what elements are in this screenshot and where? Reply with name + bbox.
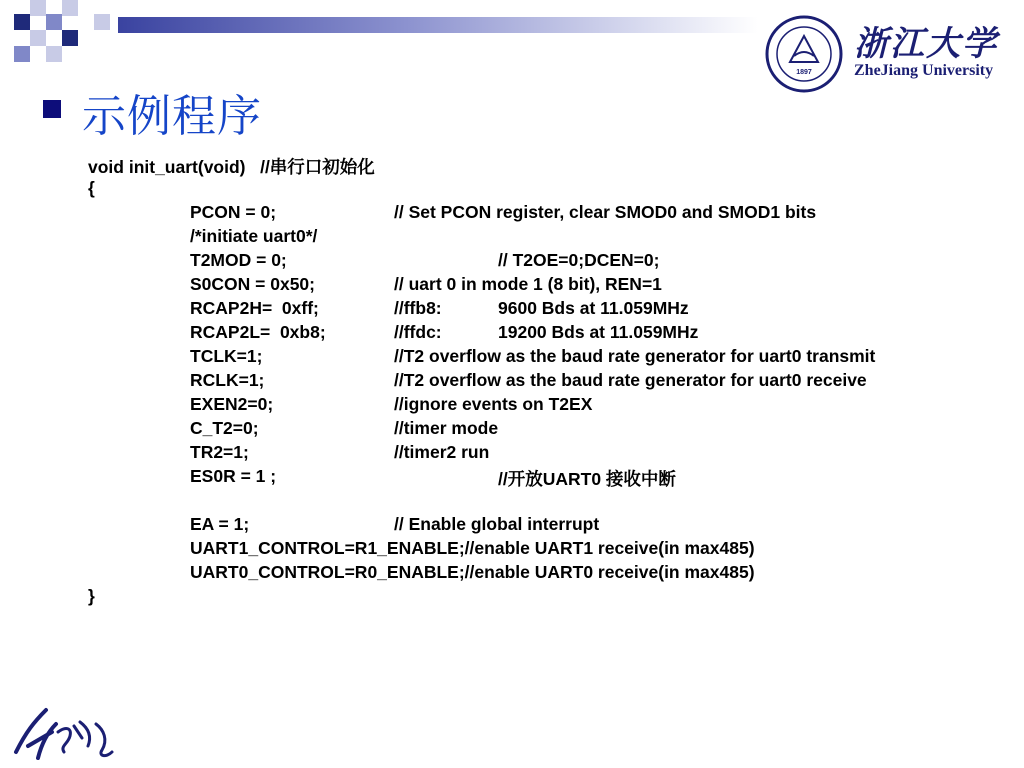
code-statement: RCLK=1; xyxy=(190,370,265,390)
code-statement: RCAP2L= 0xb8; xyxy=(190,322,326,342)
code-statement: C_T2=0; xyxy=(190,418,259,438)
code-comment: //ffb8: xyxy=(394,298,442,318)
code-line xyxy=(0,442,1024,466)
code-statement: UART1_CONTROL=R1_ENABLE;//enable UART1 receive(in max485) xyxy=(190,538,755,558)
university-name-en: ZheJiang University xyxy=(854,62,994,79)
university-name-cn: 浙江大学 xyxy=(854,24,998,64)
code-close-brace: } xyxy=(88,586,95,606)
code-line xyxy=(0,202,1024,226)
code-statement: ES0R = 1 ; xyxy=(190,466,277,486)
code-line xyxy=(0,250,1024,274)
code-comment: //T2 overflow as the baud rate generator for uart0 receive xyxy=(394,370,867,390)
code-comment: //开放UART0 接收中断 xyxy=(498,469,676,489)
code-comment: 9600 Bds at 11.059MHz xyxy=(498,298,689,318)
code-line xyxy=(0,466,1024,490)
code-statement: T2MOD = 0; xyxy=(190,250,287,270)
code-statement: S0CON = 0x50; xyxy=(190,274,315,294)
code-comment: 19200 Bds at 11.059MHz xyxy=(498,322,699,342)
code-line xyxy=(0,226,1024,250)
seal-year: 1897 xyxy=(796,69,812,76)
code-open-brace: { xyxy=(88,178,95,198)
code-comment: //T2 overflow as the baud rate generator for uart0 transmit xyxy=(394,346,876,366)
code-line xyxy=(0,514,1024,538)
header-gradient-bar xyxy=(118,17,758,33)
code-comment: //timer mode xyxy=(394,418,499,438)
emblem-icon xyxy=(8,702,118,764)
code-line xyxy=(0,370,1024,394)
slide-title: 示例程序 xyxy=(82,91,262,142)
code-line xyxy=(0,346,1024,370)
code-line xyxy=(0,562,1024,586)
code-line xyxy=(0,298,1024,322)
title-bullet xyxy=(43,100,61,118)
code-statement: /*initiate uart0*/ xyxy=(190,226,318,246)
code-line xyxy=(0,490,1024,514)
code-statement: TR2=1; xyxy=(190,442,249,462)
code-statement: PCON = 0; xyxy=(190,202,277,222)
code-statement: UART0_CONTROL=R0_ENABLE;//enable UART0 receive(in max485) xyxy=(190,562,755,582)
code-statement: EXEN2=0; xyxy=(190,394,274,414)
code-line xyxy=(0,538,1024,562)
code-comment: //timer2 run xyxy=(394,442,490,462)
code-comment: // uart 0 in mode 1 (8 bit), REN=1 xyxy=(394,274,662,294)
code-line xyxy=(0,394,1024,418)
code-comment: // T2OE=0;DCEN=0; xyxy=(498,250,660,270)
code-statement: EA = 1; xyxy=(190,514,250,534)
code-statement: TCLK=1; xyxy=(190,346,263,366)
code-comment: // Set PCON register, clear SMOD0 and SMOD1 bits xyxy=(394,202,817,222)
code-line xyxy=(0,274,1024,298)
code-line xyxy=(0,322,1024,346)
university-logo xyxy=(764,10,1014,90)
code-header: void init_uart(void) //串行口初始化 xyxy=(88,157,375,177)
code-statement: RCAP2H= 0xff; xyxy=(190,298,319,318)
code-comment: // Enable global interrupt xyxy=(394,514,600,534)
code-line xyxy=(0,418,1024,442)
university-seal-icon xyxy=(764,14,844,94)
code-comment: //ffdc: xyxy=(394,322,442,342)
code-comment: //ignore events on T2EX xyxy=(394,394,593,414)
